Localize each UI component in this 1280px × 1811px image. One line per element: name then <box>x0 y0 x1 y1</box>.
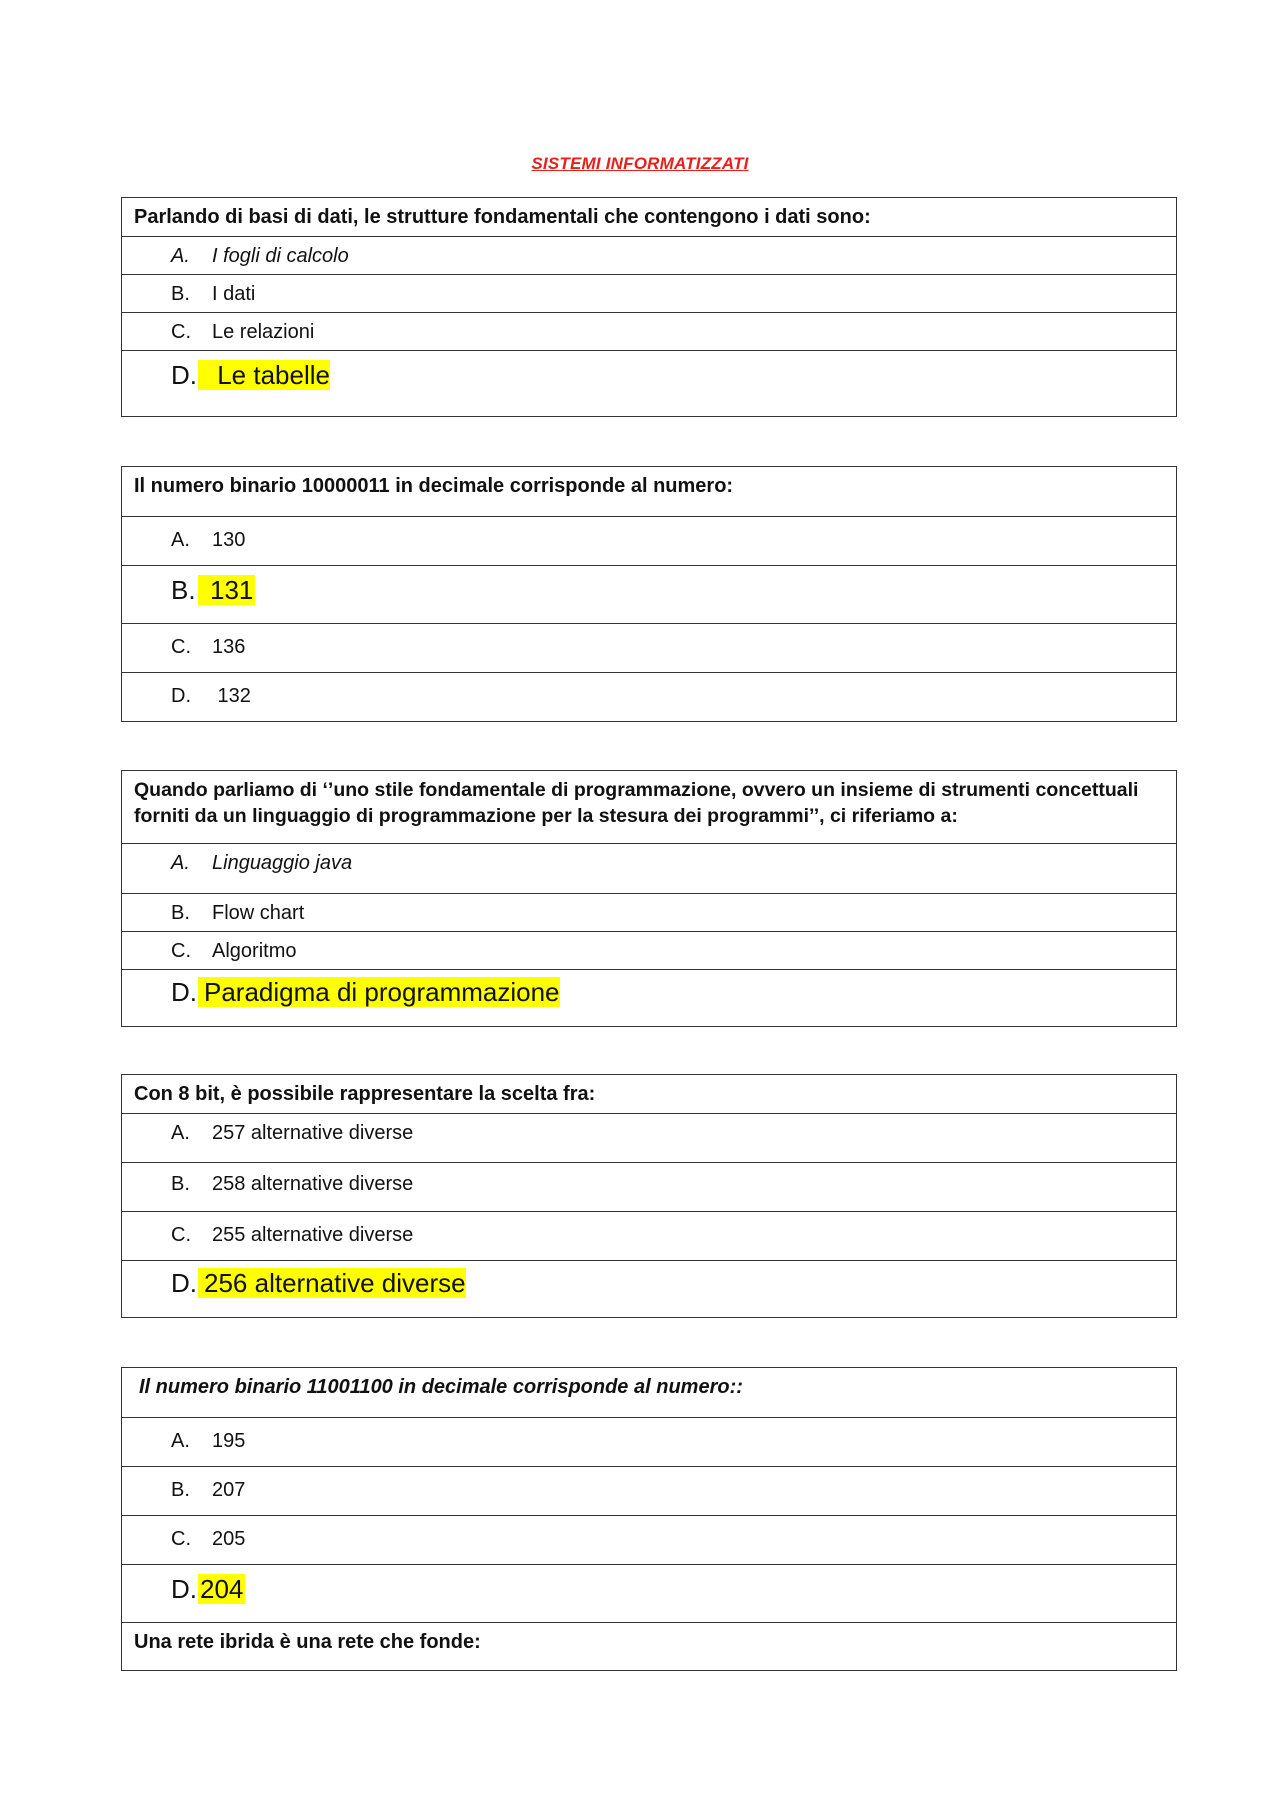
option-letter: B. <box>171 1479 190 1501</box>
highlighted-answer: Paradigma di programmazione <box>198 977 560 1007</box>
option-row-c <box>122 931 1176 969</box>
option-row-a <box>122 1417 1176 1466</box>
option-row-b <box>122 1162 1176 1211</box>
option-row-d-correct <box>122 1564 1176 1622</box>
option-letter: C. <box>171 1224 191 1246</box>
option-letter: A. <box>171 1430 190 1452</box>
question-text: Con 8 bit, è possibile rappresentare la scelta fra: <box>134 1083 596 1105</box>
question-text: Una rete ibrida è una rete che fonde: <box>134 1631 481 1653</box>
option-letter: D. <box>171 360 197 390</box>
option-row-c <box>122 312 1176 350</box>
option-text: 136 <box>212 636 246 658</box>
option-text: Algoritmo <box>212 940 297 962</box>
question-row <box>122 1368 1176 1417</box>
option-letter: C. <box>171 940 191 962</box>
option-letter: B. <box>171 902 190 924</box>
option-row-d-correct <box>122 350 1176 416</box>
option-row-c <box>122 623 1176 672</box>
option-letter: B. <box>171 283 190 305</box>
option-row-d <box>122 672 1176 721</box>
option-row-a <box>122 516 1176 565</box>
option-letter: C. <box>171 321 191 343</box>
question-row <box>122 1622 1176 1670</box>
option-row-c <box>122 1515 1176 1564</box>
option-row-b <box>122 274 1176 312</box>
question-text: Il numero binario 10000011 in decimale corrisponde al numero: <box>134 475 734 497</box>
question-table-1 <box>121 197 1177 417</box>
option-text: I fogli di calcolo <box>212 245 349 267</box>
option-letter: C. <box>171 636 191 658</box>
option-text: 132 <box>212 685 251 707</box>
option-row-b <box>122 1466 1176 1515</box>
option-letter: D. <box>171 685 191 707</box>
option-row-d-correct <box>122 969 1176 1026</box>
question-row <box>122 467 1176 516</box>
question-table-5 <box>121 1367 1177 1671</box>
option-text: 258 alternative diverse <box>212 1173 414 1195</box>
option-letter: C. <box>171 1528 191 1550</box>
question-table-3 <box>121 770 1177 1027</box>
option-letter: D. <box>171 1574 197 1604</box>
option-letter: D. <box>171 1268 197 1298</box>
option-text: Le relazioni <box>212 321 315 343</box>
option-letter: B. <box>171 1173 190 1195</box>
option-row-d-correct <box>122 1260 1176 1317</box>
option-letter: A. <box>171 852 190 874</box>
option-text: 205 <box>212 1528 246 1550</box>
question-row <box>122 198 1176 236</box>
highlighted-answer: 204 <box>200 1574 244 1604</box>
question-table-2 <box>121 466 1177 722</box>
option-letter: B. <box>171 575 196 605</box>
question-text: Il numero binario 11001100 in decimale corrisponde al numero:: <box>139 1376 743 1398</box>
highlighted-answer: 256 alternative diverse <box>198 1268 466 1298</box>
question-table-4 <box>121 1074 1177 1318</box>
option-row-a <box>122 843 1176 893</box>
option-letter: A. <box>171 245 190 267</box>
option-row-b <box>122 893 1176 931</box>
option-text: 207 <box>212 1479 246 1501</box>
option-text: 195 <box>212 1430 246 1452</box>
highlighted-answer: 131 <box>198 575 255 605</box>
option-text: 257 alternative diverse <box>212 1122 414 1144</box>
option-row-b-correct <box>122 565 1176 623</box>
option-text: 130 <box>212 529 246 551</box>
option-text: Flow chart <box>212 902 305 924</box>
option-text: Linguaggio java <box>212 852 353 874</box>
question-row <box>122 1075 1176 1113</box>
question-text: Quando parliamo di ‘’uno stile fondamentale di programmazione, ovvero un insieme di strumenti concettuali forniti da un linguaggio di programmazione per la stesura dei programmi’’, ci riferiamo a: <box>134 779 1139 827</box>
question-text: Parlando di basi di dati, le strutture fondamentali che contengono i dati sono: <box>134 206 871 228</box>
option-letter: D. <box>171 977 197 1007</box>
option-row-c <box>122 1211 1176 1260</box>
page-title: SISTEMI INFORMATIZZATI <box>531 154 749 173</box>
option-letter: A. <box>171 529 190 551</box>
option-text: 255 alternative diverse <box>212 1224 414 1246</box>
question-row <box>122 771 1176 843</box>
option-letter: A. <box>171 1122 190 1144</box>
option-text: I dati <box>212 283 256 305</box>
highlighted-answer: Le tabelle <box>198 360 330 390</box>
option-row-a <box>122 1113 1176 1162</box>
option-row-a <box>122 236 1176 274</box>
